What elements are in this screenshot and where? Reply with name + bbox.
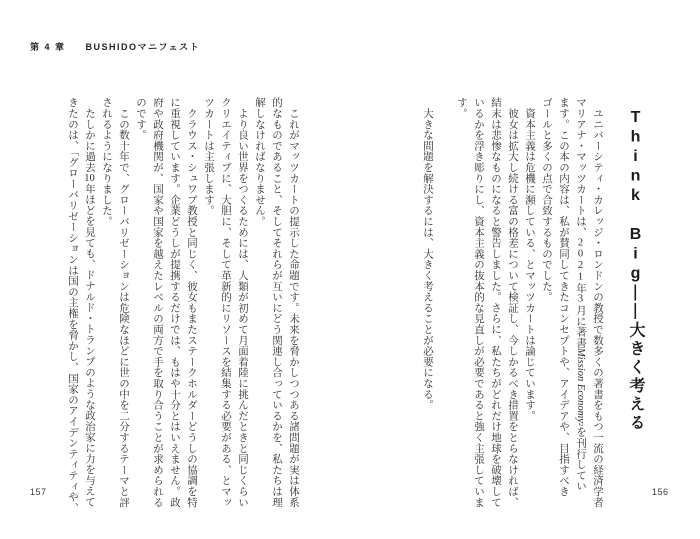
chapter-number-label: 第 4 章: [30, 42, 66, 52]
text-line: されるようになりました。: [101, 97, 112, 227]
text-line: ユニバーシティ・カレッジ・ロンドンの教授で数多くの著書をもつ一流の経済学者: [592, 97, 603, 508]
text-line: いるかを浮き彫りにし、資本主義の抜本的な見直しが必要であると強く主張していま: [473, 97, 484, 508]
text-line: 結末は悲惨なものになると警告しました。さらに、私たちがどれだけ地球を破壊して: [490, 97, 501, 508]
text-line: クリエイティブに、大胆に、そして革新的にリソースを結集する必要がある、とマッ: [220, 97, 231, 508]
text-line: ます。この本の内容は、私が賛同してきたコンセプトや、アイデアや、目指すべき: [558, 97, 569, 497]
page-left-text: [64, 97, 302, 511]
text-line: す。: [456, 97, 467, 119]
text-line: たしかに過去10年ほどを見ても、ドナルド・トランプのような政治家に力を与えて: [84, 97, 95, 508]
text-line: きたのは、「グローバリゼーションは国の主権を脅かし、国家のアイデンティティや、: [67, 97, 78, 513]
text-line: 彼女は拡大し続ける富の格差について検証し、今しかるべき措置をとらなければ、: [507, 97, 518, 508]
page-number-right: 156: [652, 487, 669, 497]
text-line: 的なものであること、そしてそれらが互いにどう関連し合っているかを、私たちは理: [271, 97, 282, 508]
page-number-left: 157: [30, 487, 47, 497]
text-line: 解しなければなりません。: [254, 97, 265, 227]
chapter-title-label: BUSHIDOマニフェスト: [85, 42, 201, 52]
text-line: のです。: [135, 97, 146, 141]
text-line: 資本主義は危機に瀕している、とマッツカートは論じています。: [524, 97, 535, 421]
text-line: 府や政府機関が、国家や国家を越えたレベルの両方で手を取り合うことが求められる: [152, 97, 163, 508]
section-heading: [620, 97, 650, 511]
text-line: この数十年で、グローバリゼーションは危険なほどに世の中を二分するテーマと評: [118, 97, 129, 508]
text-line: [436, 97, 453, 511]
text-line: クラウス・シュワブ教授と同じく、彼女もまたステークホルダーどうしの協調を特: [186, 97, 197, 508]
text-line: これがマッツカートの提示した命題です。未来を脅かしつつある諸問題が実は体系: [288, 97, 299, 508]
text-line: に重視しています。企業どうしが提携するだけでは、もはや十分とはいえません。政: [169, 97, 180, 508]
page-right-text: [419, 97, 650, 511]
text-line: ゴールと多くの点で合致するものでした。: [541, 97, 552, 303]
chapter-header: [30, 40, 200, 53]
page-right-body: [419, 97, 606, 511]
text-line: 大きな問題を解決するには、大きく考えることが必要になる。: [422, 97, 433, 411]
text-line: マリアナ・マッツカートは、2021年3月に著書Mission Economy2を刊行してい: [575, 97, 586, 492]
text-line: Think Big――大きく考える: [627, 109, 644, 433]
text-line: より良い世界をつくるためには、人類が初めて月面着陸に挑んだときと同じくらい: [237, 97, 248, 508]
text-line: ツカートは主張します。: [203, 97, 214, 216]
